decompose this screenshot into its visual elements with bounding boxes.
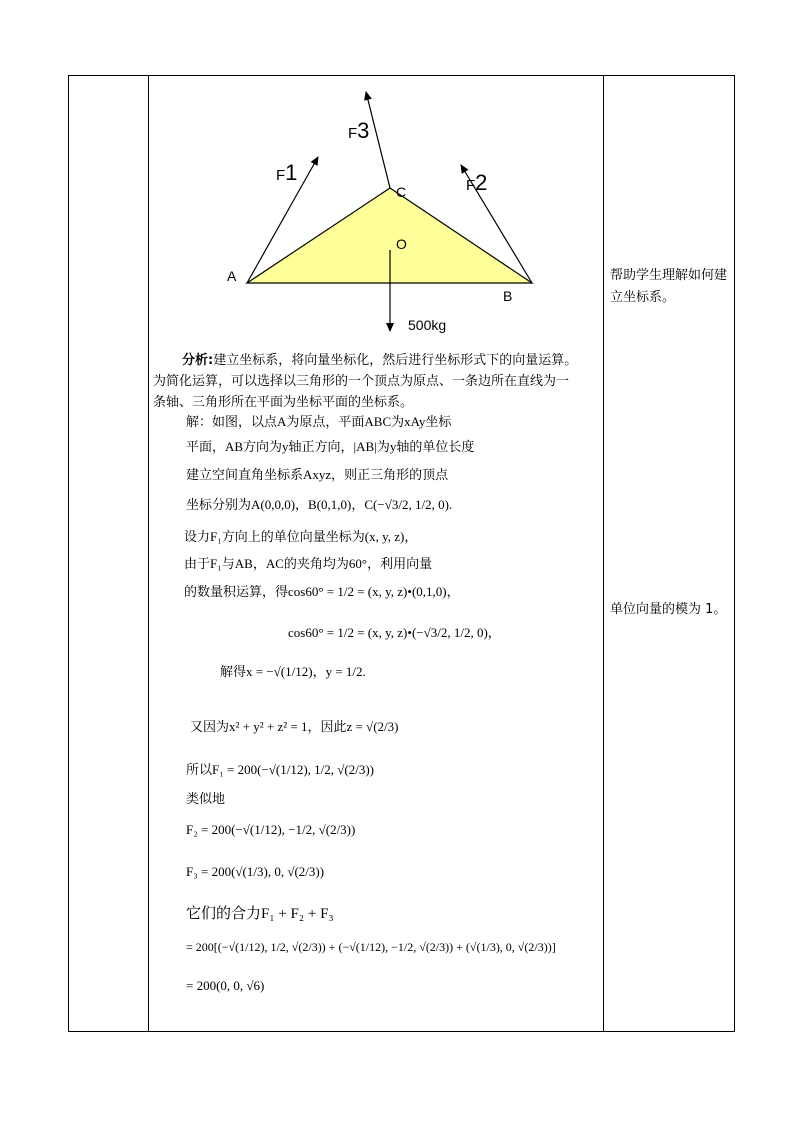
force-f2-label: F2 [466,170,488,195]
solution-line-3: 建立空间直角坐标系Axyz，则正三角形的顶点 [186,467,449,482]
solution-line-11: 所以F₁ = 200(−√(1/12), 1/2, √(2/3)) [186,762,375,777]
analysis-line-3: 条轴、三角形所在平面为坐标平面的坐标系。 [153,395,414,410]
solution-line-1: 解：如图，以点A为原点，平面ABC为xAy坐标 [186,414,452,429]
solution-line-9: 解得x = −√(1/12)，y = 1/2. [220,664,366,679]
weight-label: 500kg [408,317,447,333]
vertex-label-b: B [503,288,513,304]
solution-line-17: = 200(0, 0, √6) [186,978,265,993]
solution-line-5: 设力F₁方向上的单位向量坐标为(x, y, z)， [184,529,418,544]
force-f3-label: F3 [348,118,370,143]
analysis-line-2: 为简化运算，可以选择以三角形的一个顶点为原点、一条边所在直线为一 [153,374,570,389]
force-f3-arrow [366,92,390,188]
solution-line-7: 的数量积运算，得cos60° = 1/2 = (x, y, z)•(0,1,0)， [184,584,460,599]
solution-line-10: 又因为x² + y² + z² = 1，因此z = √(2/3) [190,719,399,734]
vertex-label-c: C [396,184,407,200]
note-unit-vector: 单位向量的模为 1。 [610,602,727,617]
analysis-line-1: 分析:建立坐标系，将向量坐标化，然后进行坐标形式下的向量运算。 [182,353,578,368]
force-f1-label: F1 [276,160,298,185]
analysis-label: 分析: [182,353,214,368]
solution-line-6: 由于F₁与AB，AC的夹角均为60°，利用向量 [184,556,433,571]
center-label-o: O [396,236,407,252]
note-coordinate-system: 帮助学生理解如何建立坐标系。 [610,268,728,305]
solution-line-13: F₂ = 200(−√(1/12), −1/2, √(2/3)) [186,822,356,837]
solution-line-8: cos60° = 1/2 = (x, y, z)•(−√3/2, 1/2, 0)， [288,625,501,640]
solution-line-16: = 200[(−√(1/12), 1/2, √(2/3)) + (−√(1/12), −1/2, √(2/3)) + (√(1/3), 0, √(2/3))] [186,940,556,954]
vertex-label-a: A [227,268,237,284]
solution-line-14: F₃ = 200(√(1/3), 0, √(2/3)) [186,864,325,879]
solution-line-12: 类似地 [186,792,226,807]
solution-line-2: 平面，AB方向为y轴正方向，|AB|为y轴的单位长度 [186,439,475,454]
solution-line-4: 坐标分别为A(0,0,0)，B(0,1,0)，C(−√3/2, 1/2, 0). [186,497,453,512]
solution-line-15: 它们的合力F₁ + F₂ + F₃ [186,906,334,922]
